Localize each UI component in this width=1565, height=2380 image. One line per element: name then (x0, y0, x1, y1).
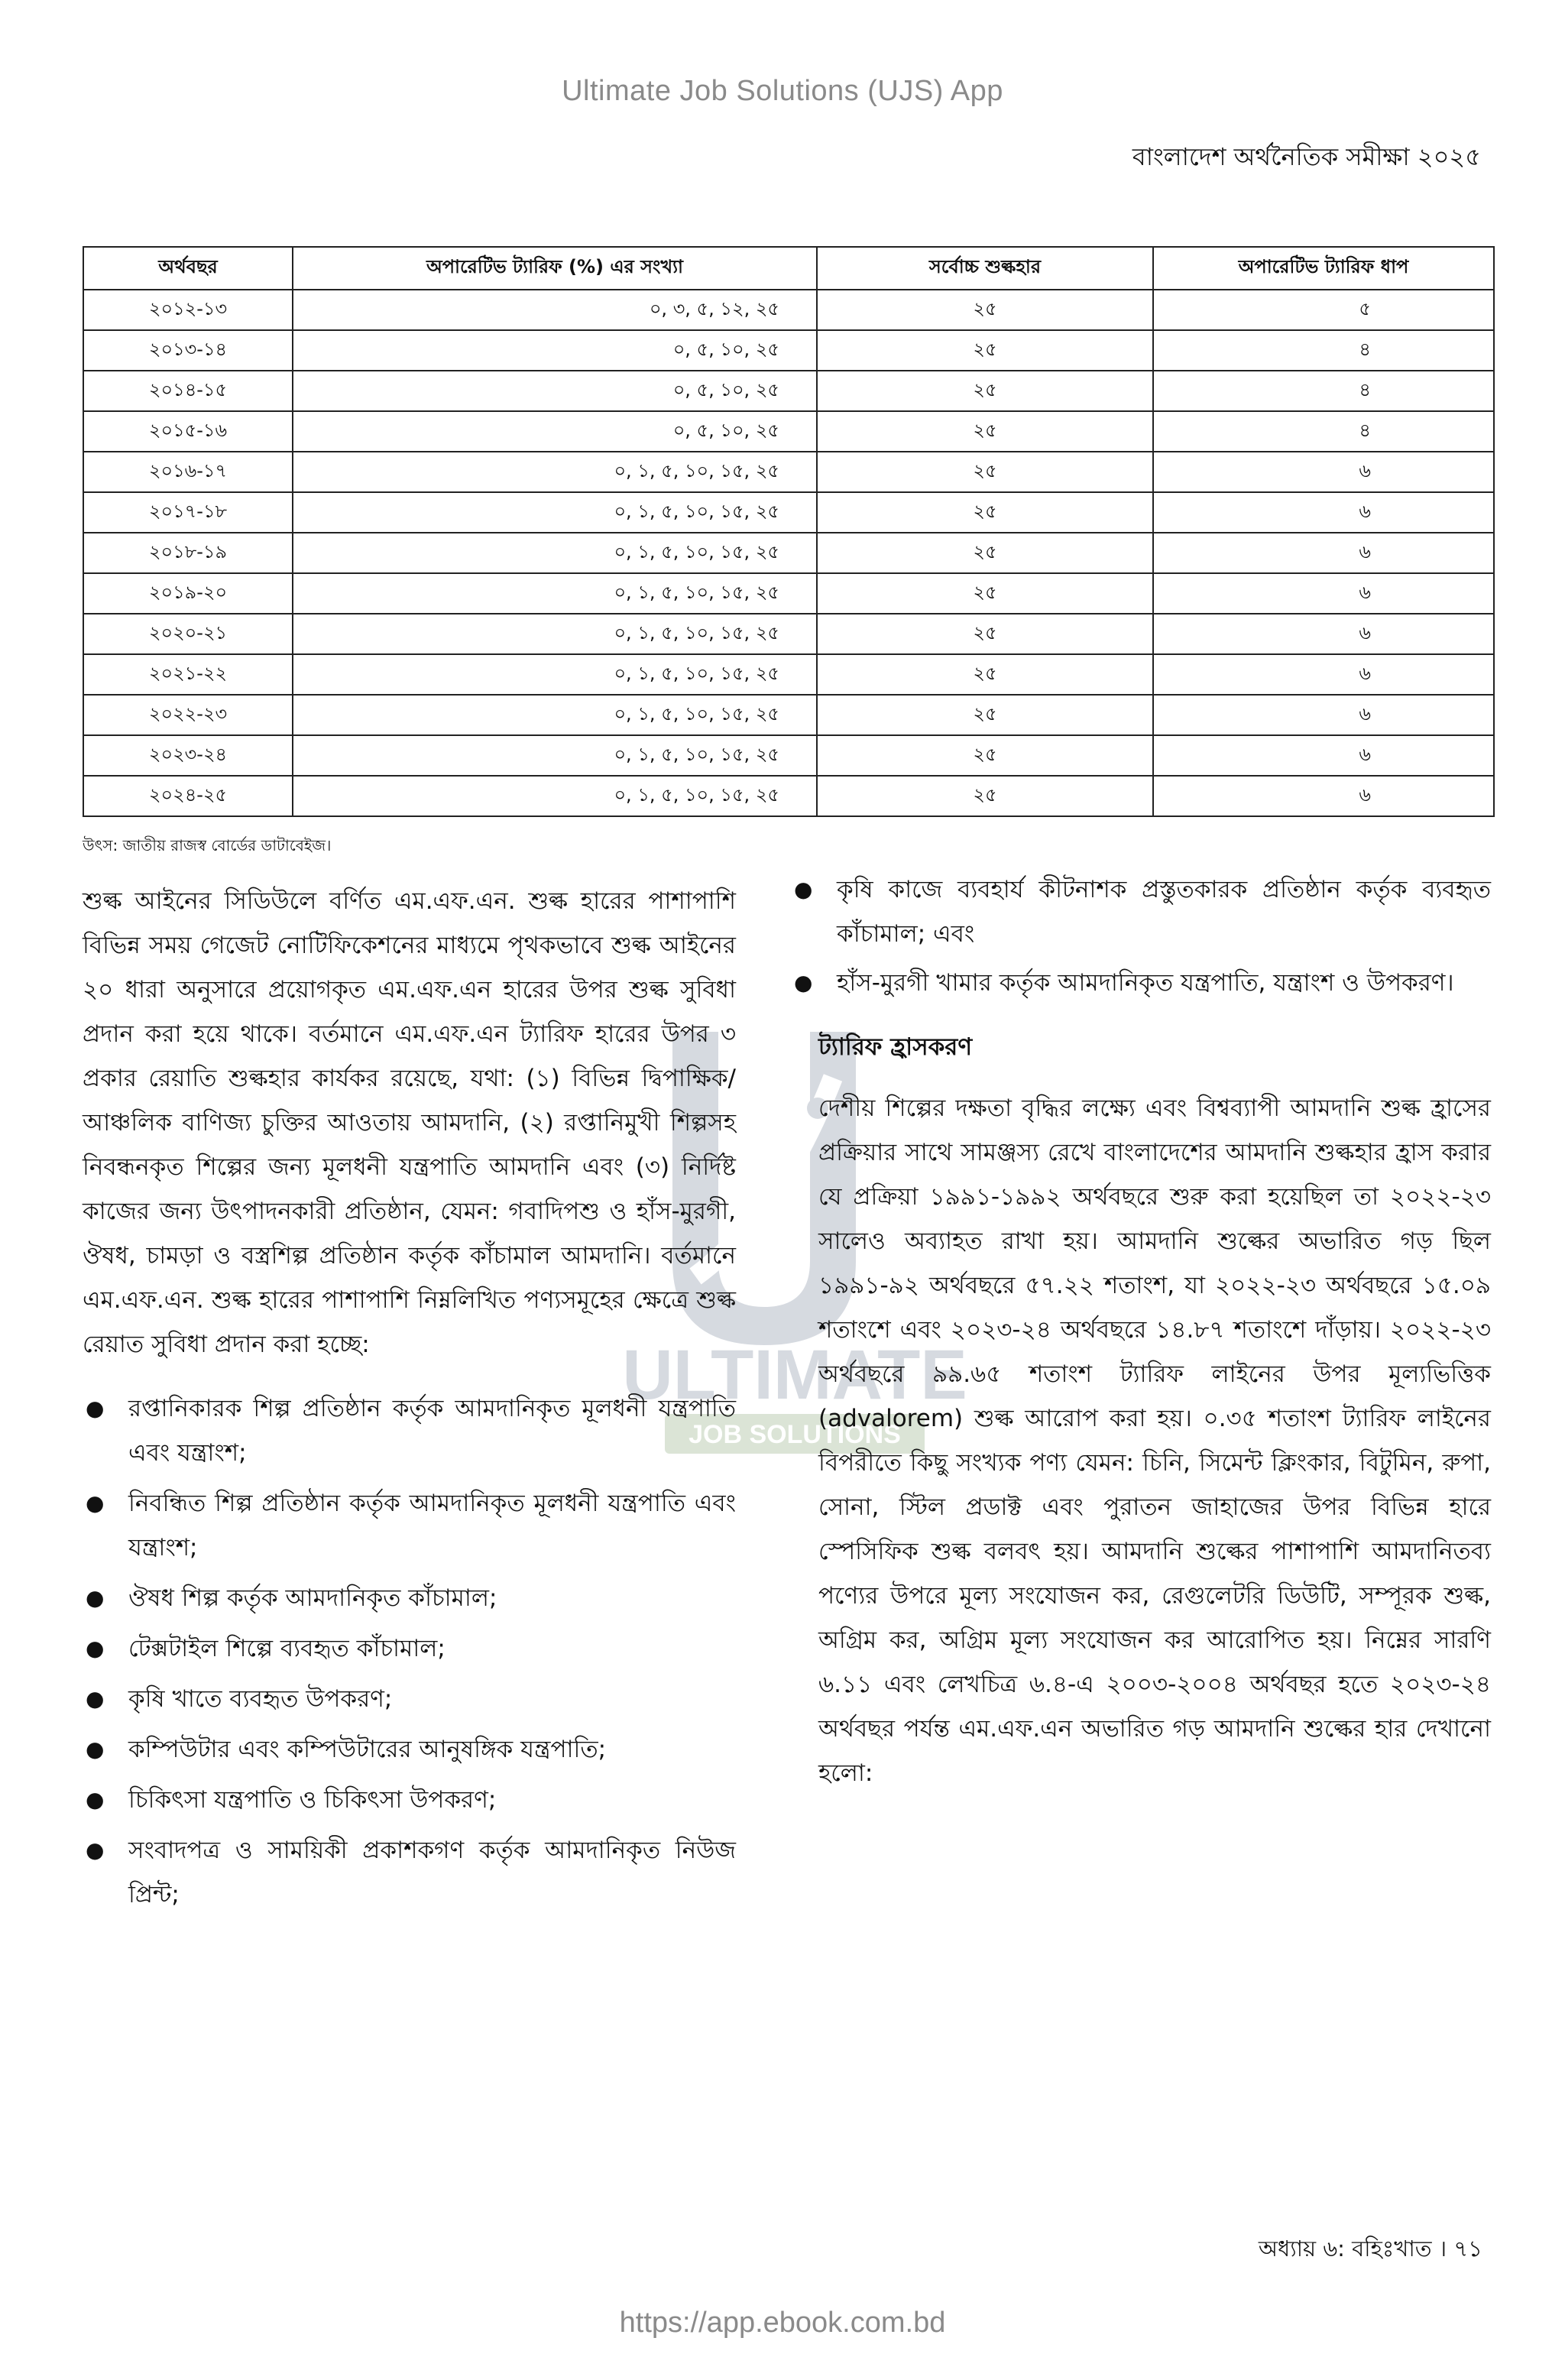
cell-tariff-list: ০, ১, ৫, ১০, ১৫, ২৫ (293, 654, 817, 695)
cell-tariff-list: ০, ১, ৫, ১০, ১৫, ২৫ (293, 695, 817, 735)
section-heading: ট্যারিফ হ্রাসকরণ (818, 1033, 973, 1061)
list-item (83, 1386, 736, 1475)
list-item-text: কম্পিউটার এবং কম্পিউটারের আনুষঙ্গিক যন্ত্রপাতি; (128, 1736, 607, 1763)
cell-steps: ৪ (1153, 330, 1494, 371)
cell-steps: ৬ (1153, 735, 1494, 776)
tariff-table (83, 246, 1493, 817)
cell-max-rate: ২৫ (817, 695, 1153, 735)
list-item-text: কৃষি খাতে ব্যবহৃত উপকরণ; (128, 1685, 393, 1713)
cell-steps: ৬ (1153, 654, 1494, 695)
cell-tariff-list: ০, ৩, ৫, ১২, ২৫ (293, 290, 817, 330)
list-item (791, 961, 1491, 1005)
cell-year: ২০১৪-১৫ (83, 371, 293, 411)
bullet-dot-icon: ● (794, 877, 813, 902)
cell-max-rate: ২৫ (817, 654, 1153, 695)
table-row (83, 776, 1494, 816)
table-row (83, 614, 1494, 654)
table-header-row (83, 247, 1494, 290)
bullet-dot-icon: ● (86, 1736, 105, 1762)
cell-year: ২০২৩-২৪ (83, 735, 293, 776)
cell-max-rate: ২৫ (817, 492, 1153, 533)
cell-tariff-list: ০, ১, ৫, ১০, ১৫, ২৫ (293, 492, 817, 533)
watermark-bottom: https://app.ebook.com.bd (619, 2307, 946, 2339)
cell-tariff-list: ০, ১, ৫, ১০, ১৫, ২৫ (293, 776, 817, 816)
cell-tariff-list: ০, ৫, ১০, ২৫ (293, 411, 817, 452)
list-item-text: কৃষি কাজে ব্যবহার্য কীটনাশক প্রস্তুতকারক প্রতিষ্ঠান কর্তৃক ব্যবহৃত কাঁচামাল; এবং (837, 876, 1491, 948)
list-item-text: ঔষধ শিল্প কর্তৃক আমদানিকৃত কাঁচামাল; (128, 1584, 497, 1612)
cell-tariff-list: ০, ১, ৫, ১০, ১৫, ২৫ (293, 614, 817, 654)
table-row (83, 695, 1494, 735)
cell-max-rate: ২৫ (817, 533, 1153, 573)
cell-tariff-list: ০, ১, ৫, ১০, ১৫, ২৫ (293, 533, 817, 573)
cell-steps: ৬ (1153, 452, 1494, 492)
cell-max-rate: ২৫ (817, 371, 1153, 411)
table-row (83, 411, 1494, 452)
bullet-dot-icon: ● (86, 1585, 105, 1610)
list-item-text: নিবন্ধিত শিল্প প্রতিষ্ঠান কর্তৃক আমদানিকৃত মূলধনী যন্ত্রপাতি এবং যন্ত্রাংশ; (128, 1490, 736, 1561)
cell-tariff-list: ০, ১, ৫, ১০, ১৫, ২৫ (293, 573, 817, 614)
bullet-dot-icon: ● (794, 970, 813, 995)
cell-steps: ৪ (1153, 371, 1494, 411)
cell-year: ২০২২-২৩ (83, 695, 293, 735)
list-item (791, 867, 1491, 956)
cell-steps: ৬ (1153, 695, 1494, 735)
list-item (83, 1727, 736, 1772)
running-header: বাংলাদেশ অর্থনৈতিক সমীক্ষা ২০২৫ (1132, 142, 1481, 171)
left-bullet-list (83, 1386, 736, 1917)
table-source: উৎস: জাতীয় রাজস্ব বোর্ডের ডাটাবেইজ। (83, 836, 332, 854)
cell-max-rate: ২৫ (817, 735, 1153, 776)
cell-year: ২০১২-১৩ (83, 290, 293, 330)
bullet-dot-icon: ● (86, 1490, 105, 1516)
cell-steps: ৬ (1153, 776, 1494, 816)
cell-tariff-list: ০, ৫, ১০, ২৫ (293, 330, 817, 371)
cell-steps: ৫ (1153, 290, 1494, 330)
cell-year: ২০২৪-২৫ (83, 776, 293, 816)
list-item-text: সংবাদপত্র ও সাময়িকী প্রকাশকগণ কর্তৃক আমদানিকৃত নিউজ প্রিন্ট; (128, 1837, 736, 1908)
table-row (83, 330, 1494, 371)
bullet-dot-icon: ● (86, 1686, 105, 1711)
cell-year: ২০১৯-২০ (83, 573, 293, 614)
list-item-text: হাঁস-মুরগী খামার কর্তৃক আমদানিকৃত যন্ত্রপাতি, যন্ত্রাংশ ও উপকরণ। (837, 969, 1454, 997)
bullet-dot-icon: ● (86, 1837, 105, 1863)
list-item (83, 1481, 736, 1570)
cell-steps: ৬ (1153, 614, 1494, 654)
cell-year: ২০১৬-১৭ (83, 452, 293, 492)
cell-year: ২০১৭-১৮ (83, 492, 293, 533)
cell-max-rate: ২৫ (817, 573, 1153, 614)
right-bullet-list (791, 867, 1491, 1005)
list-item (83, 1677, 736, 1721)
cell-steps: ৬ (1153, 492, 1494, 533)
logo-text: ULTIMATE (622, 1336, 967, 1414)
table-row (83, 492, 1494, 533)
cell-year: ২০১৫-১৬ (83, 411, 293, 452)
cell-year: ২০২১-২২ (83, 654, 293, 695)
watermark-top: Ultimate Job Solutions (UJS) App (562, 75, 1003, 107)
list-item (83, 1576, 736, 1620)
cell-tariff-list: ০, ১, ৫, ১০, ১৫, ২৫ (293, 735, 817, 776)
table-row (83, 573, 1494, 614)
list-item (83, 1778, 736, 1822)
table-row (83, 533, 1494, 573)
col-header-max-rate: সর্বোচ্চ শুল্কহার (817, 247, 1153, 290)
cell-max-rate: ২৫ (817, 290, 1153, 330)
cell-steps: ৬ (1153, 573, 1494, 614)
page-footer: অধ্যায় ৬: বহিঃখাত । ৭১ (1258, 2236, 1482, 2262)
col-header-tariff-steps: অপারেটিভ ট্যারিফ ধাপ (1153, 247, 1494, 290)
col-header-tariff-count: অপারেটিভ ট্যারিফ (%) এর সংখ্যা (293, 247, 817, 290)
logo-subtext: JOB SOLUTIONS (689, 1420, 901, 1449)
cell-steps: ৬ (1153, 533, 1494, 573)
left-paragraph: শুল্ক আইনের সিডিউলে বর্ণিত এম.এফ.এন. শুল্ক হারের পাশাপাশি বিভিন্ন সময় গেজেট নোটিফিকেশনের মাধ্যমে পৃথকভাবে শুল্ক আইনের ২০ ধারা অনুসারে প্রয়োগকৃত এম.এফ.এন হারের উপর শুল্ক সুবিধা প্রদান করা হয়ে থাকে। বর্তমানে এম.এফ.এন ট্যারিফ হারের উপর ৩ প্রকার রেয়াতি শুল্কহার কার্যকর রয়েছে, যথা: (১) বিভিন্ন দ্বিপাক্ষিক/আঞ্চলিক বাণিজ্য চুক্তির আওতায় আমদানি, (২) রপ্তানিমুখী শিল্পসহ নিবন্ধনকৃত শিল্পের জন্য মূলধনী যন্ত্রপাতি আমদানি এবং (৩) নির্দিষ্ট কাজের জন্য উৎপাদনকারী প্রতিষ্ঠান, যেমন: গবাদিপশু ও হাঁস-মুরগী, ঔষধ, চামড়া ও বস্ত্রশিল্প প্রতিষ্ঠান কর্তৃক কাঁচামাল আমদানি। বর্তমানে এম.এফ.এন. শুল্ক হারের পাশাপাশি নিম্নলিখিত পণ্যসমূহের ক্ষেত্রে শুল্ক রেয়াত সুবিধা প্রদান করা হচ্ছে: (83, 887, 736, 1358)
col-header-year: অর্থবছর (83, 247, 293, 290)
cell-max-rate: ২৫ (817, 614, 1153, 654)
list-item (83, 1828, 736, 1917)
left-column (83, 879, 736, 1923)
list-item-text: রপ্তানিকারক শিল্প প্রতিষ্ঠান কর্তৃক আমদানিকৃত মূলধনী যন্ত্রপাতি এবং যন্ত্রাংশ; (128, 1395, 736, 1467)
right-paragraph: দেশীয় শিল্পের দক্ষতা বৃদ্ধির লক্ষ্যে এবং বিশ্বব্যাপী আমদানি শুল্ক হ্রাসের প্রক্রিয়ার সাথে সামঞ্জস্য রেখে বাংলাদেশের আমদানি শুল্কহার হ্রাস করার যে প্রক্রিয়া ১৯৯১-১৯৯২ অর্থবছরে শুরু করা হয়েছিল তা ২০২২-২৩ সালেও অব্যাহত রাখা হয়। আমদানি শুল্কের অভারিত গড় ছিল ১৯৯১-৯২ অর্থবছরে ৫৭.২২ শতাংশ, যা ২০২২-২৩ অর্থবছরে ১৫.০৯ শতাংশে এবং ২০২৩-২৪ অর্থবছরে ১৪.৮৭ শতাংশে দাঁড়ায়। ২০২২-২৩ অর্থবছরে ৯৯.৬৫ শতাংশ ট্যারিফ লাইনের উপর মূল্যভিত্তিক (advalorem) শুল্ক আরোপ করা হয়। ০.৩৫ শতাংশ ট্যারিফ লাইনের বিপরীতে কিছু সংখ্যক পণ্য যেমন: চিনি, সিমেন্ট ক্লিংকার, বিটুমিন, রুপা, সোনা, স্টিল প্রডাক্ট এবং পুরাতন জাহাজের উপর বিভিন্ন হারে স্পেসিফিক শুল্ক বলবৎ হয়। আমদানি শুল্কের পাশাপাশি আমদানিতব্য পণ্যের উপরে মূল্য সংযোজন কর, রেগুলেটরি ডিউটি, সম্পূরক শুল্ক, অগ্রিম কর, অগ্রিম মূল্য সংযোজন কর আরোপিত হয়। নিম্নের সারণি ৬.১১ এবং লেখচিত্র ৬.৪-এ ২০০৩-২০০৪ অর্থবছর হতে ২০২৩-২৪ অর্থবছর পর্যন্ত এম.এফ.এন অভারিত গড় আমদানি শুল্কের হার দেখানো হলো: (818, 1094, 1491, 1787)
cell-year: ২০১৩-১৪ (83, 330, 293, 371)
cell-year: ২০২০-২১ (83, 614, 293, 654)
table-row (83, 654, 1494, 695)
cell-tariff-list: ০, ১, ৫, ১০, ১৫, ২৫ (293, 452, 817, 492)
cell-year: ২০১৮-১৯ (83, 533, 293, 573)
cell-max-rate: ২৫ (817, 330, 1153, 371)
bullet-dot-icon: ● (86, 1636, 105, 1661)
table-row (83, 735, 1494, 776)
list-item (83, 1626, 736, 1671)
table-row (83, 371, 1494, 411)
table-row (83, 290, 1494, 330)
bullet-dot-icon: ● (86, 1396, 105, 1421)
cell-tariff-list: ০, ৫, ১০, ২৫ (293, 371, 817, 411)
list-item-text: চিকিৎসা যন্ত্রপাতি ও চিকিৎসা উপকরণ; (128, 1786, 497, 1814)
cell-max-rate: ২৫ (817, 452, 1153, 492)
list-item-text: টেক্সটাইল শিল্পে ব্যবহৃত কাঁচামাল; (128, 1635, 446, 1662)
table-row (83, 452, 1494, 492)
bullet-dot-icon: ● (86, 1787, 105, 1812)
right-column (791, 867, 1491, 1795)
cell-max-rate: ২৫ (817, 776, 1153, 816)
cell-max-rate: ২৫ (817, 411, 1153, 452)
cell-steps: ৪ (1153, 411, 1494, 452)
